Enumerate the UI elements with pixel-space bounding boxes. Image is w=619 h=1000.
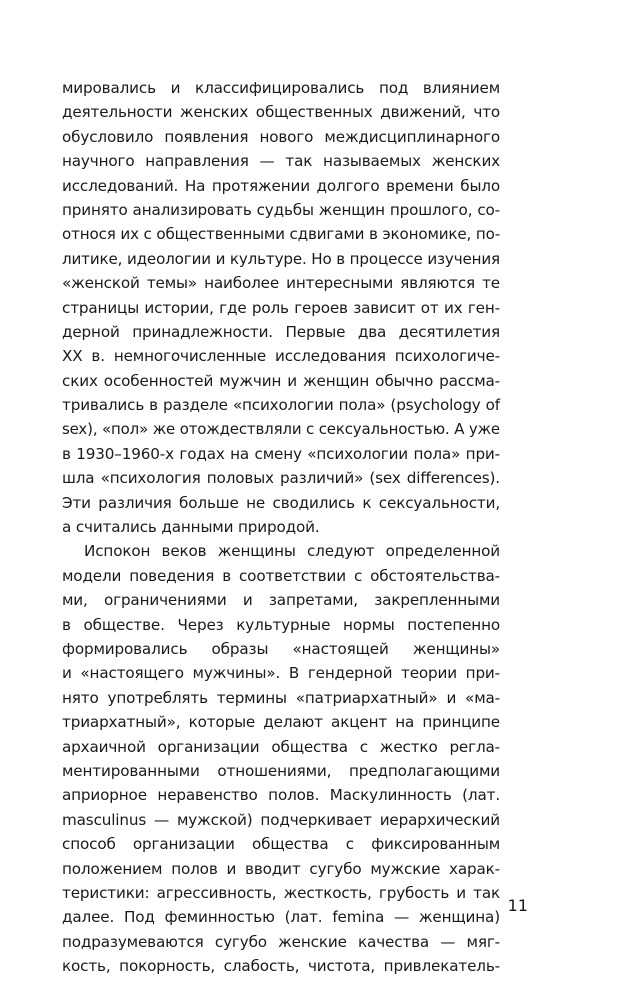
text-line: исследований. На протяжении долгого времени было — [62, 176, 500, 195]
text-line: sex), «пол» же отождествляли с сексуальностью. А уже — [62, 420, 500, 439]
text-line: Эти различия больше не сводились к сексуальности, — [62, 493, 500, 512]
text-line: литике, идеологии и культуре. Но в процессе изучения — [62, 249, 500, 268]
page-number: 11 — [507, 896, 528, 915]
text-line: masculinus — мужской) подчеркивает иерархический — [62, 810, 500, 829]
text-line: деятельности женских общественных движений, что — [62, 103, 500, 122]
text-line: в обществе. Через культурные нормы постепенно — [62, 615, 500, 634]
body-text — [62, 76, 500, 978]
text-line: в 1930–1960-х годах на смену «психологии пола» при- — [62, 444, 500, 463]
text-line: дерной принадлежности. Первые два десятилетия — [62, 322, 500, 341]
text-line: теристики: агрессивность, жесткость, грубость и так — [62, 883, 500, 902]
text-line: ских особенностей мужчин и женщин обычно рассма- — [62, 371, 500, 390]
text-line: Испокон веков женщины следуют определенной — [84, 542, 500, 561]
text-line: шла «психология половых различий» (sex differences). — [62, 469, 500, 488]
text-line: далее. Под феминностью (лат. femina — женщина) — [62, 908, 500, 927]
text-line: тривались в разделе «психологии пола» (psychology of — [62, 396, 500, 415]
text-line: кость, покорность, слабость, чистота, привлекатель- — [62, 957, 500, 976]
text-line: триархатный», которые делают акцент на принципе — [62, 713, 500, 732]
text-line: «женской темы» наиболее интересными являются те — [62, 274, 500, 293]
text-line: а считались данными природой. — [62, 518, 320, 537]
text-line: мировались и классифицировались под влиянием — [62, 79, 500, 97]
text-line: подразумеваются сугубо женские качества — мяг- — [62, 932, 500, 951]
text-line: априорное неравенство полов. Маскулинность (лат. — [62, 786, 500, 805]
text-line: обусловило появления нового междисциплинарного — [62, 127, 500, 146]
text-line: положением полов и вводит сугубо мужские харак- — [62, 859, 500, 878]
text-line: формировались образы «настоящей женщины» — [62, 639, 500, 658]
text-line: и «настоящего мужчины». В гендерной теории при- — [62, 664, 500, 683]
text-line: модели поведения в соответствии с обстоятельства- — [62, 566, 500, 585]
text-line: относя их с общественными сдвигами в экономике, по- — [62, 225, 501, 244]
text-line: XX в. немногочисленные исследования психологиче- — [62, 347, 500, 366]
text-line: нято употреблять термины «патриархатный» и «ма- — [62, 688, 500, 707]
text-line: ми, ограничениями и запретами, закрепленными — [62, 591, 500, 610]
text-line: ментированными отношениями, предполагающими — [62, 761, 500, 780]
text-line: принято анализировать судьбы женщин прошлого, со- — [62, 200, 500, 219]
text-line: архаичной организации общества с жестко регла- — [62, 737, 500, 756]
text-line: страницы истории, где роль героев зависит от их ген- — [62, 298, 500, 317]
text-line: способ организации общества с фиксированным — [62, 835, 500, 854]
text-line: научного направления — так называемых женских — [62, 152, 500, 171]
